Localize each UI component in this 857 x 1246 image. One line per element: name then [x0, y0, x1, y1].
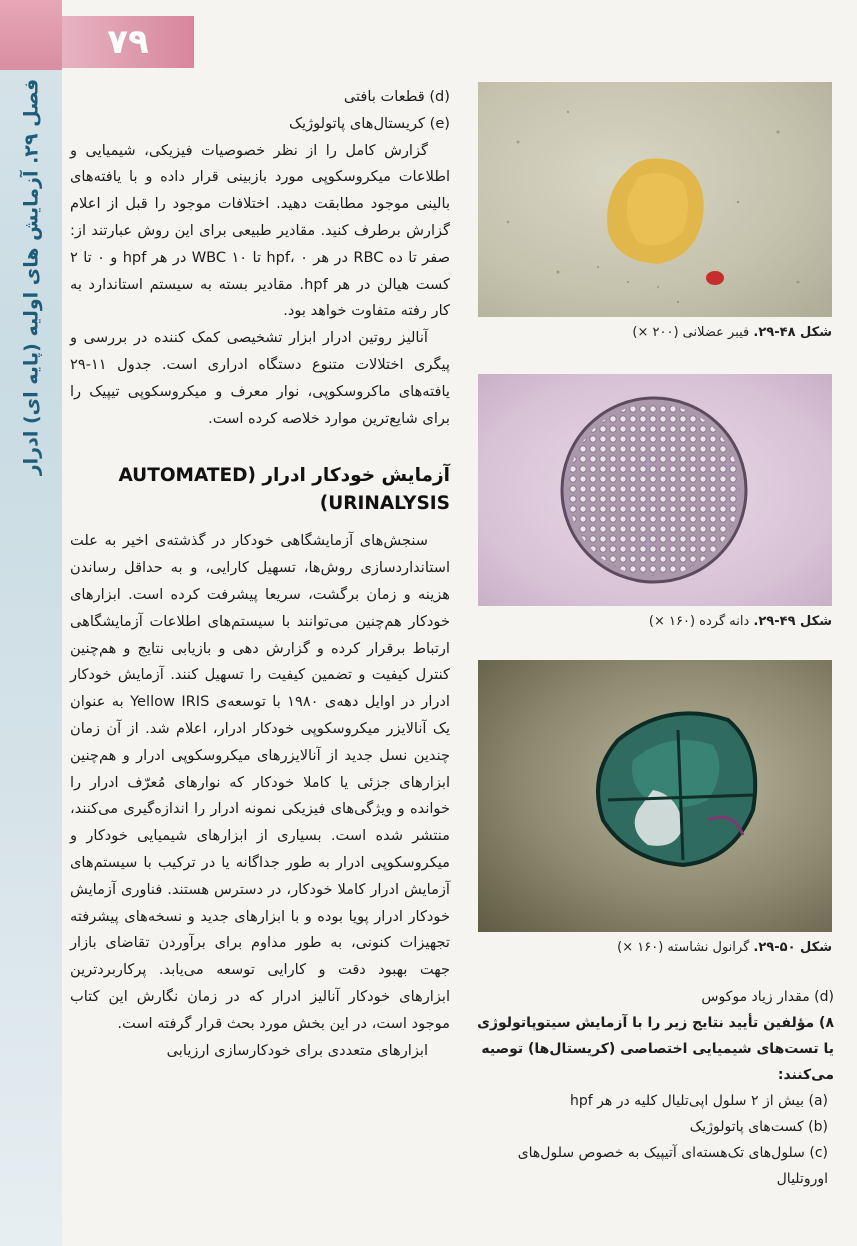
- starch-granule-photo: [478, 660, 832, 932]
- figure-pollen-grain: [478, 374, 832, 632]
- list-item-e: (e) کریستال‌های پاتولوژیک: [288, 114, 450, 132]
- paragraph-routine-analysis: آنالیز روتین ادرار ابزار تشخیصی کمک کننده در بررسی و پیگری اختلالات متنوع دستگاه ادراری است. جدول ۱۱-۲۹ یافته‌های ماکروسکوپی، نوار معرف و میکروسکوپی تیپیک را برای شایع‌ترین موارد خلاصه کرده است.: [70, 329, 450, 427]
- sub-item-b: (b) کست‌های پاتولوژیک: [689, 1119, 828, 1135]
- muscle-fiber-photo: [478, 82, 832, 317]
- sub-item-c: (c) سلول‌های تک‌هسته‌ای آتیپیک به خصوص سلول‌های اوروتلیال: [517, 1145, 828, 1187]
- figure-number: شکل ۴۹-۲۹.: [753, 614, 832, 629]
- list-item-8-recommendation: ۸) مؤلفین تأیید نتایج زیر را با آزمایش سیتوپاتولوژی یا تست‌های شیمیایی اختصاصی (کریستال‌ها) توصیه می‌کنند:: [477, 1015, 834, 1083]
- figure-caption-text: گرانول نشاسته (۱۶۰ ×): [617, 940, 750, 955]
- page-number-tab: [62, 16, 194, 68]
- chapter-title-text: فصل ۲۹. آزمایش های اولیه (پایه ای) ادرار: [20, 78, 42, 476]
- list-item-d-mucus: (d) مقدار زیاد موکوس: [701, 989, 834, 1005]
- figure-muscle-fiber: [478, 82, 832, 343]
- paragraph-automation-tools: ابزارهای متعددی برای خودکارسازی ارزیابی: [166, 1041, 428, 1059]
- figure-starch-granule: [478, 660, 832, 958]
- figure-number: شکل ۵۰-۲۹.: [753, 940, 832, 955]
- right-text-column: [470, 984, 834, 1192]
- sub-item-a: (a) بیش از ۲ سلول اپی‌تلیال کلیه در هر hpf: [570, 1093, 828, 1109]
- main-text-column: [70, 84, 450, 1064]
- paragraph-automated-history: سنجش‌های آزمایشگاهی خودکار در گذشته‌ی اخیر به علت استانداردسازی روش‌ها، تسهیل کارایی، و به حداقل رساندن هزینه و زمان برگشت، سریعا پیشرفت کرده است. ابزارهای خودکار هم‌چنین می‌توانند با سیستم‌های اطلاعات آزمایشگاهی ارتباط برقرار کرده و گزارش دهی و بازیابی نتایج و هم‌چنین کنترل کیفیت و تضمین کیفیت را تسهیل کنند. آزمایش خودکار ادرار در اوایل دهه‌ی ۱۹۸۰ با توسعه‌ی Yellow IRIS به عنوان یک آنالایزر میکروسکوپی خودکار ادرار، اعلام شد. از آن زمان چندین نسل جدید از آنالایزرهای میکروسکوپی ادرار و هم‌چنین ابزارهای جزئی یا کاملا خودکار که نوارهای مُعرّف ادرار را خوانده و ویژگی‌های فیزیکی نمونه ادرار را اندازه‌گیری می‌کنند، منتشر شده است. بسیاری از ابزارهای شیمیایی خودکار و میکروسکوپی ادرار به طور جداگانه یا در ترکیب با سیستم‌های آزمایش ادرار کاملا خودکار، در دسترس هستند. فناوری آزمایش خودکار ادرار پویا بوده و با ابزارهای جدید و نسخه‌های پیشرفته تجهیزات کنونی، به طور مداوم برای برآوردن تقاضای بازار جهت بهبود دقت و کارایی توسعه می‌یابد. پرکاربردترین ابزارهای خودکار آنالیز ادرار که در زمان نگارش این کتاب موجود است، در این بخش مورد بحث قرار گرفته است.: [70, 532, 450, 1032]
- figure-caption: [478, 323, 832, 343]
- side-band-pink-corner: [0, 0, 62, 70]
- figure-caption-text: فیبر عضلانی (۲۰۰ ×): [632, 325, 750, 340]
- page-number: ۷۹: [107, 22, 149, 62]
- paragraph-report-review: گزارش کامل را از نظر خصوصیات فیزیکی، شیمیایی و اطلاعات میکروسکوپی مورد بازبینی قرار داده و با یافته‌های بالینی موجود مطابقت دهید. اختلافات موجود را قبل از اعلام گزارش برطرف کنید. مقادیر طبیعی برای این روش عبارتند از: صفر تا ده RBC در هر hpf، ۰ تا ۱۰ WBC در هر hpf و ۰ تا ۲ کست هیالن در هر hpf. مقادیر بسته به سیستم استاندارد به کار رفته متفاوت خواهد بود.: [70, 141, 451, 320]
- chapter-title-vertical: [8, 78, 54, 476]
- figure-number: شکل ۴۸-۲۹.: [753, 325, 832, 340]
- figure-caption: [478, 612, 832, 632]
- pollen-grain-photo: [478, 374, 832, 606]
- figure-caption-text: دانه گرده (۱۶۰ ×): [648, 614, 750, 629]
- section-heading-automated-urinalysis: آزمایش خودکار ادرار (AUTOMATED URINALYSIS): [118, 465, 450, 515]
- figure-caption: [478, 938, 832, 958]
- list-item-d: (d) قطعات بافتی: [343, 88, 450, 105]
